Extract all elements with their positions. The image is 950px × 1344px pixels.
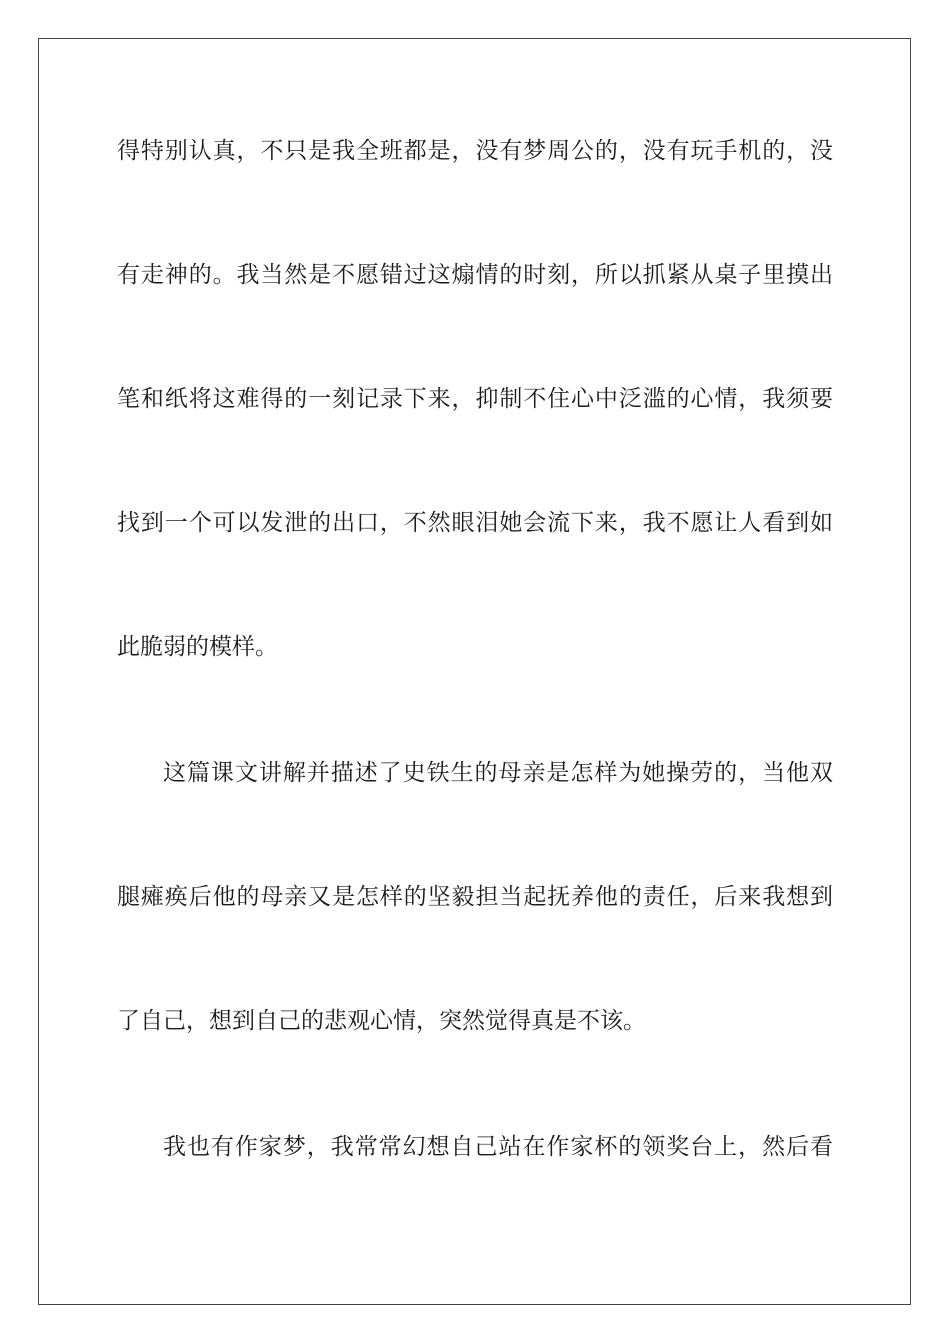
text-line-4: 找到一个可以发泄的出口，不然眼泪她会流下来，我不愿让人看到如 [117,510,833,536]
text-line-3: 笔和纸将这难得的一刻记录下来，抑制不住心中泛滥的心情，我须要 [117,386,833,412]
text-line-2: 有走神的。我当然是不愿错过这煽情的时刻，所以抓紧从桌子里摸出 [117,262,833,288]
page-border [38,38,911,1305]
text-line-6: 这篇课文讲解并描述了史铁生的母亲是怎样为她操劳的，当他双 [163,760,833,786]
text-line-9: 我也有作家梦，我常常幻想自己站在作家杯的领奖台上，然后看 [163,1134,833,1160]
text-line-7: 腿瘫痪后他的母亲又是怎样的坚毅担当起抚养他的责任，后来我想到 [117,884,833,910]
text-line-5: 此脆弱的模样。 [117,634,278,660]
text-line-8: 了自己，想到自己的悲观心情，突然觉得真是不该。 [117,1008,646,1034]
text-line-1: 得特别认真，不只是我全班都是，没有梦周公的，没有玩手机的，没 [117,138,833,164]
